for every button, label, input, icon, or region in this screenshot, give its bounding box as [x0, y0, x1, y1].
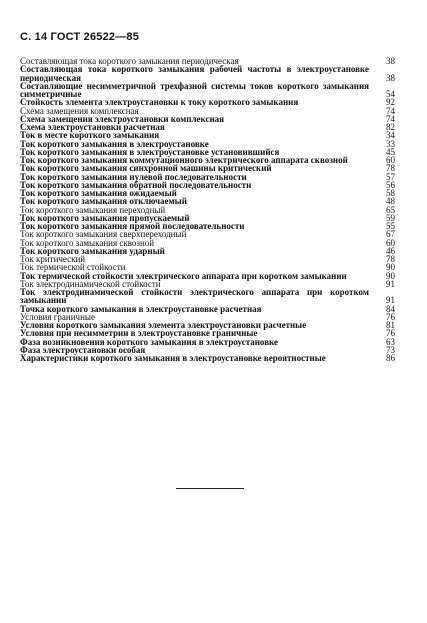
index-term: Ток в месте короткого замыкания [20, 130, 160, 141]
index-term: Условия короткого замыкания элемента электроустановки расчетные [20, 320, 307, 330]
index-page-number: 48 [386, 196, 395, 207]
index-page-number: 54 [386, 89, 395, 99]
index-page-number: 73 [386, 344, 395, 355]
index-term: Стойкость элемента электроустановки к току короткого замыкания [20, 97, 299, 108]
index-page-number: 76 [386, 311, 395, 322]
index-term: Ток короткого замыкания ожидаемый [20, 188, 177, 198]
index-page-number: 59 [386, 212, 395, 223]
index-page-number: 84 [386, 303, 395, 314]
index-entry [20, 354, 395, 362]
index-term: Составляющие несимметричной трехфазной системы токов короткого замыкания симметричные [20, 80, 369, 99]
index-term: Фаза электроустановки особая [20, 344, 146, 355]
index-term: Ток короткого замыкания сквозной [20, 237, 155, 248]
index-page-number: 63 [386, 336, 395, 347]
index-term: Ток критический [20, 254, 86, 264]
index-term: Ток короткого замыкания прямой последовательности [20, 221, 245, 231]
index-entry [20, 82, 395, 99]
index-term: Ток термической стойкости [20, 262, 126, 273]
index-term: Ток короткого замыкания ударный [20, 245, 165, 256]
index-page-number: 57 [386, 171, 395, 182]
index-page-number: 86 [386, 353, 395, 363]
index-page-number: 65 [386, 204, 395, 215]
index-term: Ток короткого замыкания в электроустановке [20, 138, 209, 149]
index-term: Схема замещения электроустановки комплексная [20, 113, 225, 124]
index-term: Ток электродинамической стойкости [20, 278, 161, 289]
index-page-number: 60 [386, 237, 395, 248]
index-page-number: 60 [386, 155, 395, 165]
index-term: Схема электроустановки расчетная [20, 122, 165, 132]
index-term: Характеристики короткого замыкания в электроустановке вероятностные [20, 353, 326, 363]
index-term: Ток короткого замыкания обратной последовательности [20, 179, 252, 190]
index-page-number: 74 [386, 113, 395, 124]
index-page-number: 34 [386, 130, 395, 141]
index-page-number: 91 [386, 278, 395, 289]
index-term: Схема замещения комплексная [20, 105, 139, 116]
index-term: Составляющая тока короткого замыкания периодическая [20, 56, 239, 66]
closing-rule [176, 488, 244, 489]
index-page-number: 81 [386, 320, 395, 330]
index-page-number: 74 [386, 105, 395, 116]
index-page-number: 90 [386, 270, 395, 281]
index-page-number: 78 [386, 163, 395, 174]
index-term: Точка короткого замыкания в электроустановке расчетная [20, 303, 262, 314]
index-term: Условия граничные [20, 311, 95, 322]
index-page-number: 45 [386, 146, 395, 157]
page-header: С. 14 ГОСТ 26522—85 [20, 31, 140, 43]
index-page-number: 46 [386, 245, 395, 256]
index-term: Ток короткого замыкания синхронной машины критический [20, 163, 272, 174]
index-page-number: 91 [386, 295, 395, 306]
index-term: Ток электродинамической стойкости электрического аппарата при коротком замыкании [20, 287, 369, 306]
index-page-number: 38 [386, 72, 395, 83]
index-term: Ток короткого замыкания коммутационного электрического аппарата сквозной [20, 155, 348, 165]
index-term: Ток короткого замыкания переходный [20, 204, 166, 215]
index-entry [20, 288, 395, 305]
index-term: Ток короткого замыкания в электроустановке установившийся [20, 146, 280, 157]
index-page-number: 82 [386, 122, 395, 132]
index-term: Ток короткого замыкания нулевой последовательности [20, 171, 247, 182]
index-page-number: 55 [386, 221, 395, 231]
index-term: Ток короткого замыкания отключаемый [20, 196, 187, 207]
index-term: Фаза возникновения короткого замыкания в электроустановке [20, 336, 279, 347]
index-page-number: 56 [386, 179, 395, 190]
index-page-number: 90 [386, 262, 395, 273]
index-page-number: 92 [386, 97, 395, 108]
term-index [20, 57, 395, 362]
index-term: Ток термической стойкости электрического аппарата при коротком замыкании [20, 270, 347, 281]
index-page-number: 76 [386, 328, 395, 339]
index-term: Составляющая тока короткого замыкания рабочей частоты в электроустановке периодическая [20, 64, 369, 83]
index-page-number: 38 [386, 56, 395, 66]
index-page-number: 33 [386, 138, 395, 149]
index-term: Условия при несимметрии в электроустановке граничные [20, 328, 258, 339]
index-entry [20, 65, 395, 82]
index-page-number: 58 [386, 188, 395, 198]
index-page-number: 78 [386, 254, 395, 264]
index-term: Ток короткого замыкания сверхпереходный [20, 229, 187, 240]
index-page-number: 67 [386, 229, 395, 240]
index-term: Ток короткого замыкания пропускаемый [20, 212, 190, 223]
